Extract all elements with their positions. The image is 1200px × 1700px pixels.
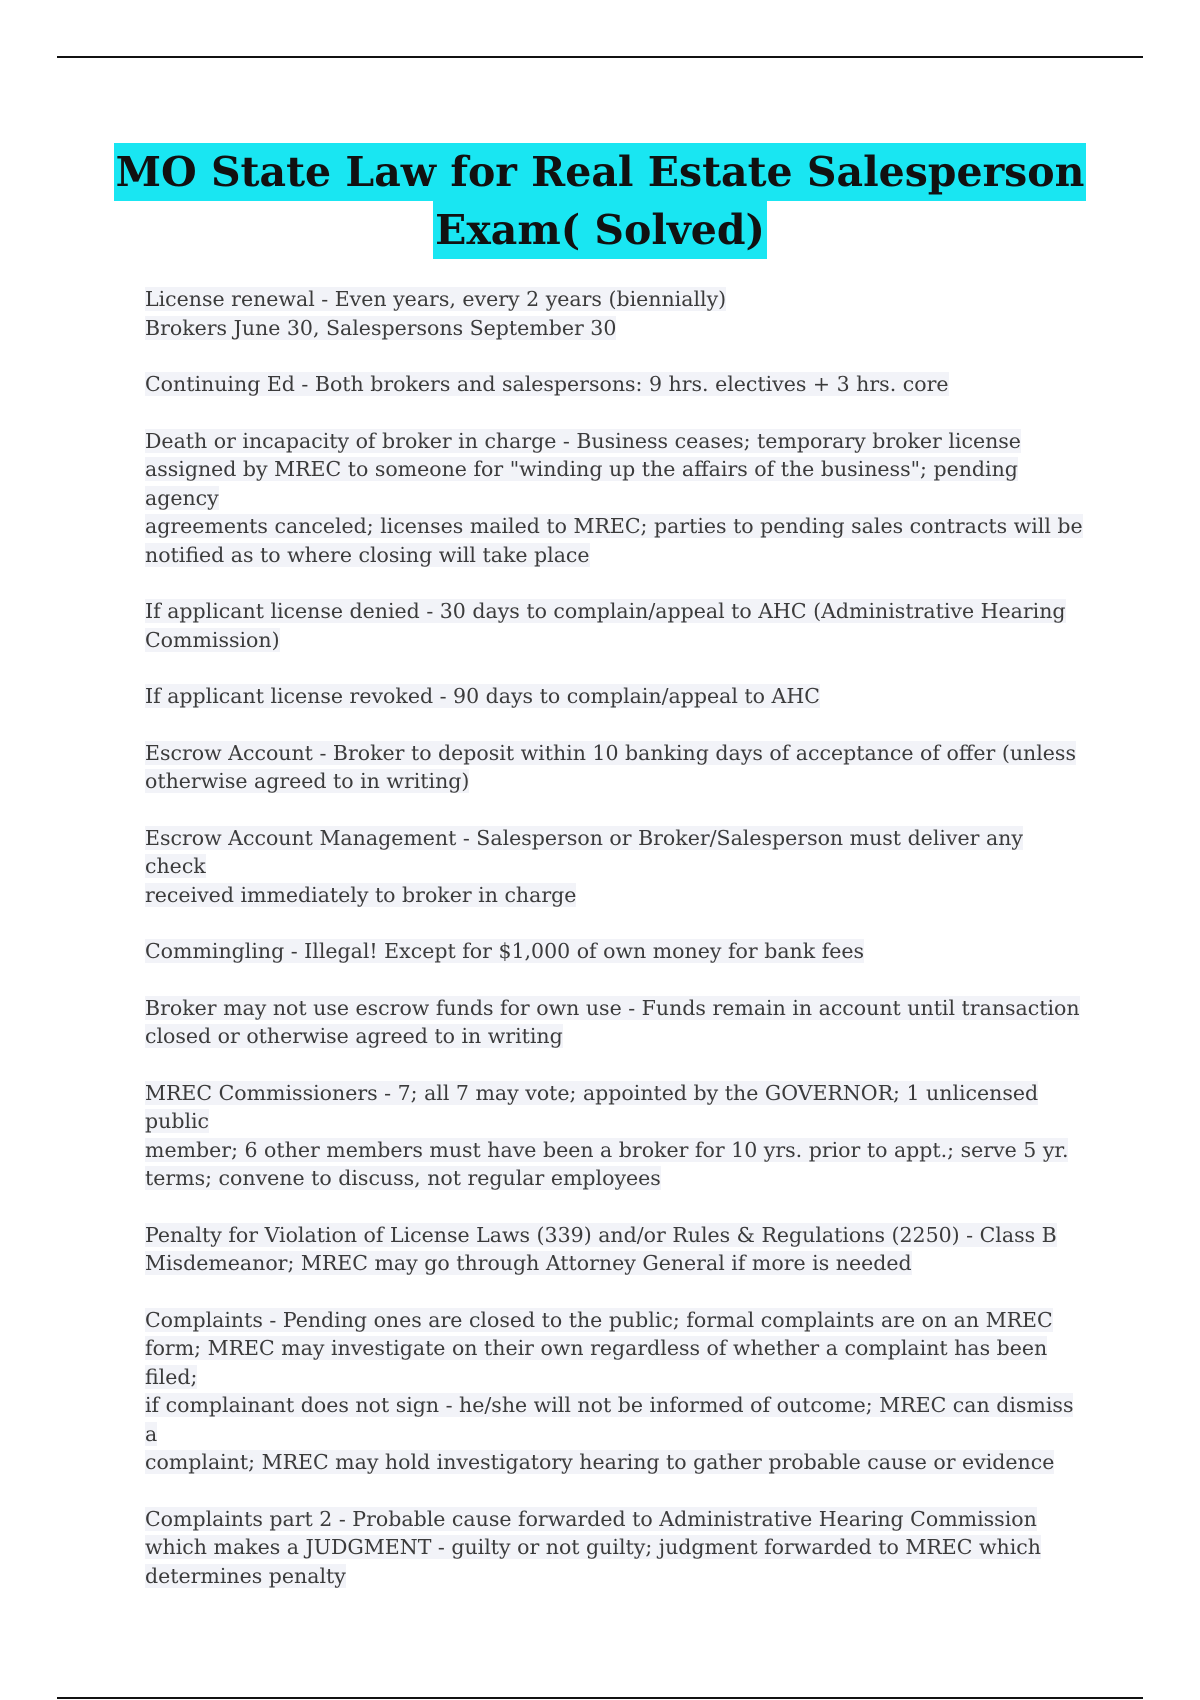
bottom-rule [57,1697,1143,1699]
entry-penalty [145,1221,1085,1278]
entry-license-denied [145,597,1085,654]
entry-license-renewal [145,285,1085,342]
entry-line: complaint; MREC may hold investigatory hearing to gather probable cause or evidence [145,1450,1055,1474]
title-line-2: Exam( Solved) [433,201,767,259]
entry-line: MREC Commissioners - 7; all 7 may vote; appointed by the GOVERNOR; 1 unlicensed public [145,1080,1039,1133]
entry-line: Escrow Account Management - Salesperson or Broker/Salesperson must deliver any check [145,825,1023,878]
document-body [145,285,1085,1618]
entry-line: form; MREC may investigate on their own regardless of whether a complaint has been filed; [145,1336,1048,1389]
entry-line: which makes a JUDGMENT - guilty or not guilty; judgment forwarded to MREC which [145,1535,1041,1559]
entry-line: Commingling - Illegal! Except for $1,000 of own money for bank fees [145,939,865,963]
entry-line: agreements canceled; licenses mailed to MREC; parties to pending sales contracts will be [145,514,1083,538]
entry-line: Complaints - Pending ones are closed to the public; formal complaints are on an MREC [145,1307,1053,1332]
entry-mrec-commissioners [145,1079,1085,1193]
entry-license-revoked [145,682,1085,711]
entry-escrow-funds [145,994,1085,1051]
entry-line: if complainant does not sign - he/she will not be informed of outcome; MREC can dismiss a [145,1393,1074,1446]
entry-line: Penalty for Violation of License Laws (339) and/or Rules & Regulations (2250) - Class B [145,1222,1057,1247]
entry-line: If applicant license revoked - 90 days to complain/appeal to AHC [145,684,820,708]
entry-line: received immediately to broker in charge [145,882,577,907]
entry-line: assigned by MREC to someone for "winding up the affairs of the business"; pending agency [145,457,1018,510]
entry-line: determines penalty [145,1563,346,1588]
entry-line: Commission) [145,627,280,652]
entry-line: Broker may not use escrow funds for own use - Funds remain in account until transaction [145,995,1080,1020]
entry-line: otherwise agreed to in writing) [145,769,470,793]
entry-continuing-ed [145,370,1085,399]
entry-escrow-management [145,824,1085,910]
entry-line: Escrow Account - Broker to deposit within 10 banking days of acceptance of offer (unless [145,740,1076,765]
top-rule [57,56,1143,58]
entry-complaints [145,1306,1085,1477]
entry-line: Death or incapacity of broker in charge - Business ceases; temporary broker license [145,428,1021,453]
entry-commingling [145,937,1085,966]
entry-line: Brokers June 30, Salespersons September 30 [145,315,617,340]
entry-complaints-part-2 [145,1505,1085,1591]
entry-line: Misdemeanor; MREC may go through Attorney General if more is needed [145,1251,912,1275]
entry-line: Continuing Ed - Both brokers and salespersons: 9 hrs. electives + 3 hrs. core [145,372,949,396]
entry-line: member; 6 other members must have been a broker for 10 yrs. prior to appt.; serve 5 yr. [145,1137,1069,1162]
entry-line: License renewal - Even years, every 2 years (biennially) [145,287,727,311]
entry-line: closed or otherwise agreed to in writing [145,1024,563,1048]
entry-line: Complaints part 2 - Probable cause forwarded to Administrative Hearing Commission [145,1506,1037,1531]
entry-escrow-account [145,739,1085,796]
entry-death-incapacity [145,427,1085,570]
entry-line: If applicant license denied - 30 days to complain/appeal to AHC (Administrative Hearing [145,599,1066,623]
document-title [100,143,1100,259]
entry-line: notified as to where closing will take place [145,542,590,567]
title-line-1: MO State Law for Real Estate Salesperson [114,143,1087,201]
entry-line: terms; convene to discuss, not regular employees [145,1166,661,1190]
